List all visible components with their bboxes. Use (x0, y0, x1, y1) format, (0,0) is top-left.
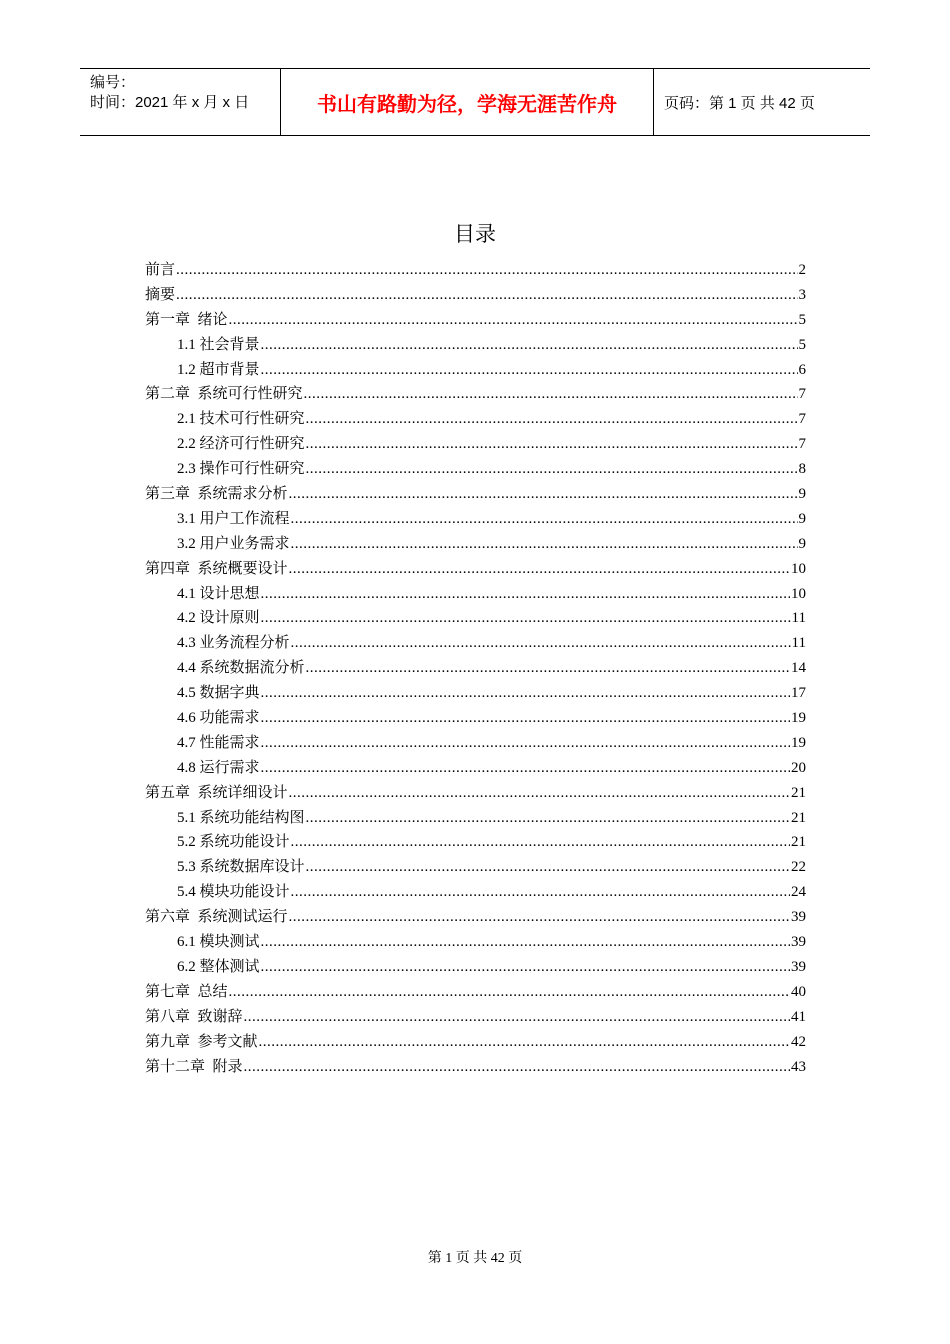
toc-entry-title: 1.2 超市背景 (177, 361, 260, 378)
toc-entry-page: 19 (791, 710, 806, 727)
document-time: 时间：2021 年 x 月 x 日 (90, 94, 250, 111)
toc-entry-title: 4.4 系统数据流分析 (177, 660, 305, 677)
toc-entry[interactable] (145, 1030, 806, 1055)
toc-entry-page: 41 (791, 1008, 806, 1025)
toc-entry-page: 7 (798, 436, 806, 453)
toc-dot-leader (244, 1055, 790, 1080)
toc-dot-leader (261, 681, 790, 706)
toc-entry[interactable] (145, 880, 806, 905)
toc-entry-page: 19 (791, 734, 806, 751)
toc-dot-leader (261, 930, 790, 955)
toc-dot-leader (306, 656, 790, 681)
toc-dot-leader (304, 382, 798, 407)
toc-dot-leader (289, 557, 790, 582)
toc-entry-title: 第九章 参考文献 (145, 1033, 258, 1050)
toc-entry[interactable] (145, 532, 806, 557)
toc-title: 目录 (454, 222, 496, 246)
toc-dot-leader (229, 308, 798, 333)
toc-entry-page: 5 (798, 336, 806, 353)
header-meta (80, 69, 281, 135)
toc-entry-title: 6.1 模块测试 (177, 934, 260, 951)
toc-entry-title: 4.8 运行需求 (177, 759, 260, 776)
toc-entry-title: 5.4 模块功能设计 (177, 884, 290, 901)
toc-entry[interactable] (145, 407, 806, 432)
toc-entry[interactable] (145, 358, 806, 383)
document-number-label: 编号： (90, 74, 136, 91)
toc-entry[interactable] (145, 308, 806, 333)
toc-entry-page: 9 (798, 486, 806, 503)
toc-entry-title: 第三章 系统需求分析 (145, 486, 288, 503)
toc-dot-leader (306, 806, 790, 831)
toc-entry[interactable] (145, 980, 806, 1005)
toc-entry-page: 10 (791, 560, 806, 577)
toc-entry-page: 24 (791, 884, 806, 901)
toc-entry[interactable] (145, 482, 806, 507)
toc-entry-page: 42 (791, 1033, 806, 1050)
toc-entry[interactable] (145, 283, 806, 308)
toc-entry-page: 6 (798, 361, 806, 378)
toc-entry-page: 20 (791, 759, 806, 776)
toc-entry-page: 21 (791, 809, 806, 826)
toc-entry-title: 2.3 操作可行性研究 (177, 461, 305, 478)
toc-entry-page: 10 (791, 585, 806, 602)
toc-entry-page: 9 (798, 535, 806, 552)
toc-dot-leader (306, 855, 790, 880)
toc-entry-page: 39 (791, 909, 806, 926)
header-motto: 书山有路勤为径，学海无涯苦作舟 (281, 69, 654, 135)
toc-entry-title: 第一章 绪论 (145, 311, 228, 328)
toc-dot-leader (306, 432, 798, 457)
toc-entry-title: 6.2 整体测试 (177, 958, 260, 975)
toc-entry[interactable] (145, 955, 806, 980)
toc-entry[interactable] (145, 557, 806, 582)
toc-entry[interactable] (145, 1055, 806, 1080)
toc-entry-page: 14 (791, 660, 806, 677)
toc-entry-title: 4.6 功能需求 (177, 710, 260, 727)
toc-entry[interactable] (145, 507, 806, 532)
toc-entry-page: 22 (791, 859, 806, 876)
toc-entry-title: 5.2 系统功能设计 (177, 834, 290, 851)
toc-entry-title: 第八章 致谢辞 (145, 1008, 243, 1025)
toc-entry-title: 1.1 社会背景 (177, 336, 260, 353)
toc-entry-title: 4.3 业务流程分析 (177, 635, 290, 652)
toc-entry[interactable] (145, 781, 806, 806)
toc-entry-page: 39 (791, 958, 806, 975)
toc-dot-leader (306, 407, 798, 432)
toc-entry[interactable] (145, 656, 806, 681)
toc-entry[interactable] (145, 606, 806, 631)
toc-dot-leader (291, 631, 791, 656)
toc-dot-leader (261, 955, 790, 980)
toc-entry-title: 第六章 系统测试运行 (145, 909, 288, 926)
toc-dot-leader (244, 1005, 790, 1030)
toc-entry-title: 第五章 系统详细设计 (145, 784, 288, 801)
toc-entry-page: 21 (791, 834, 806, 851)
toc-entry-title: 2.1 技术可行性研究 (177, 411, 305, 428)
toc-entry-title: 第七章 总结 (145, 983, 228, 1000)
toc-entry-page: 11 (791, 610, 806, 627)
toc-entry-title: 第十二章 附录 (145, 1058, 243, 1075)
toc-dot-leader (289, 482, 798, 507)
toc-dot-leader (291, 830, 790, 855)
toc-entry[interactable] (145, 930, 806, 955)
toc-entry[interactable] (145, 258, 806, 283)
toc-dot-leader (291, 507, 798, 532)
toc-entry-title: 4.2 设计原则 (177, 610, 260, 627)
toc-entry[interactable] (145, 457, 806, 482)
toc-entry-page: 5 (798, 311, 806, 328)
toc-entry[interactable] (145, 333, 806, 358)
toc-entry[interactable] (145, 855, 806, 880)
table-of-contents (145, 258, 806, 1079)
toc-entry[interactable] (145, 631, 806, 656)
toc-entry[interactable] (145, 582, 806, 607)
toc-entry-title: 前言 (145, 262, 176, 278)
toc-entry-title: 5.1 系统功能结构图 (177, 809, 305, 826)
toc-dot-leader (261, 606, 791, 631)
toc-dot-leader (261, 756, 790, 781)
page-header (80, 68, 870, 136)
toc-entry-title: 第四章 系统概要设计 (145, 560, 288, 577)
toc-entry[interactable] (145, 706, 806, 731)
toc-entry-title: 4.7 性能需求 (177, 734, 260, 751)
toc-entry[interactable] (145, 731, 806, 756)
toc-dot-leader (261, 333, 798, 358)
toc-entry-title: 3.1 用户工作流程 (177, 510, 290, 527)
toc-entry-page: 17 (791, 685, 806, 702)
toc-dot-leader (291, 532, 798, 557)
toc-entry[interactable] (145, 1005, 806, 1030)
toc-dot-leader (176, 283, 797, 308)
toc-dot-leader (289, 781, 790, 806)
toc-entry-page: 11 (791, 635, 806, 652)
toc-entry-title: 2.2 经济可行性研究 (177, 436, 305, 453)
toc-entry-title: 3.2 用户业务需求 (177, 535, 290, 552)
toc-entry-page: 21 (791, 784, 806, 801)
toc-dot-leader (261, 582, 790, 607)
toc-entry[interactable] (145, 756, 806, 781)
toc-dot-leader (229, 980, 790, 1005)
toc-entry-page: 39 (791, 934, 806, 951)
toc-entry-page: 7 (798, 386, 806, 403)
toc-entry[interactable] (145, 432, 806, 457)
toc-dot-leader (261, 706, 790, 731)
toc-entry-title: 4.5 数据字典 (177, 685, 260, 702)
toc-entry-page: 3 (798, 286, 806, 303)
toc-entry[interactable] (145, 905, 806, 930)
toc-dot-leader (261, 731, 790, 756)
toc-entry-title: 4.1 设计思想 (177, 585, 260, 602)
toc-entry-title: 第二章 系统可行性研究 (145, 386, 303, 403)
toc-entry-page: 8 (798, 461, 806, 478)
toc-entry-title: 摘要 (145, 286, 176, 303)
toc-entry-page: 43 (791, 1058, 806, 1075)
toc-dot-leader (259, 1030, 790, 1055)
toc-entry[interactable] (145, 830, 806, 855)
toc-dot-leader (306, 457, 798, 482)
toc-entry-title: 5.3 系统数据库设计 (177, 859, 305, 876)
toc-entry-page: 9 (798, 510, 806, 527)
toc-entry[interactable] (145, 382, 806, 407)
toc-dot-leader (289, 905, 790, 930)
toc-entry-page: 7 (798, 411, 806, 428)
toc-entry-page: 2 (798, 262, 806, 278)
toc-dot-leader (261, 358, 798, 383)
toc-dot-leader (176, 258, 797, 283)
header-page-info: 页码：第 1 页 共 42 页 (664, 94, 815, 112)
toc-dot-leader (291, 880, 790, 905)
toc-entry-page: 40 (791, 983, 806, 1000)
toc-entry[interactable] (145, 681, 806, 706)
toc-entry[interactable] (145, 806, 806, 831)
page-footer: 第 1 页 共 42 页 (427, 1251, 523, 1266)
